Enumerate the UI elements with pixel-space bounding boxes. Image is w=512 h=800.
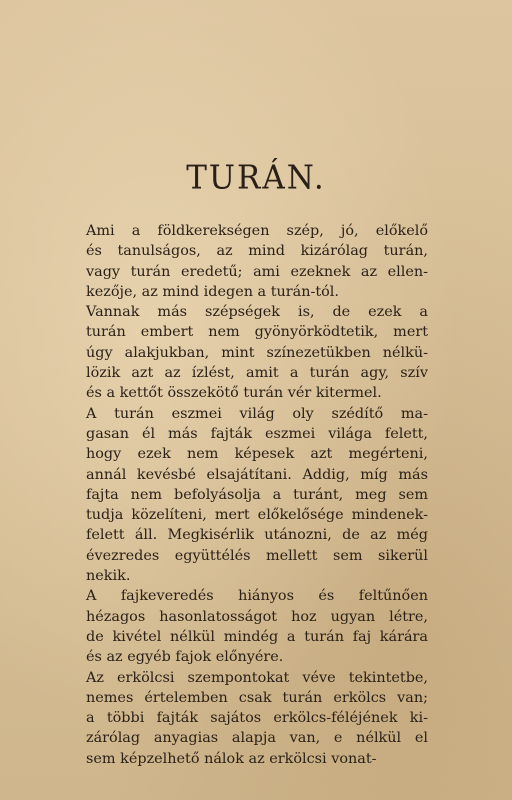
text-line: nekik. <box>86 568 131 585</box>
text-line: kezője, az mind idegen a turán-tól. <box>86 283 339 300</box>
text-line: hogy ezek nem képesek azt megérteni, <box>86 446 428 463</box>
text-line: Az erkölcsi szempontokat véve tekintetbe, <box>86 669 428 686</box>
text-line: Ami a földkerekségen szép, jó, előkelő <box>86 223 428 239</box>
body-text <box>68 221 428 769</box>
text-line: és az egyéb fajok előnyére. <box>86 649 284 666</box>
text-line: és tanulságos, az mind kizárólag turán, <box>86 243 428 260</box>
paragraph-5 <box>68 668 428 769</box>
paragraph-3 <box>68 404 428 587</box>
text-line: a többi fajták sajátos erkölcs-féléjének ki- <box>86 710 428 727</box>
text-line: zárólag anyagias alapja van, e nélkül el <box>86 730 428 747</box>
text-line: fajta nem befolyásolja a turánt, meg sem <box>86 486 428 503</box>
text-line: turán embert nem gyönyörködtetik, mert <box>86 324 428 341</box>
page-title: TURÁN. <box>186 159 326 197</box>
text-line: és a kettőt összekötő turán vér kitermel. <box>86 385 382 402</box>
text-line: gasan él más fajták eszmei világa felett, <box>86 425 428 442</box>
text-line: A fajkeveredés hiányos és feltűnően <box>86 588 428 605</box>
paragraph-1 <box>68 221 428 302</box>
text-line: sem képzelhető nálok az erkölcsi vonat- <box>86 750 377 767</box>
text-line: úgy alakjukban, mint színezetükben nélkü- <box>86 344 428 361</box>
paragraph-4 <box>68 586 428 667</box>
text-line: felett áll. Megkisérlik utánozni, de az még <box>86 527 428 544</box>
paragraph-2 <box>68 302 428 403</box>
text-line: Vannak más szépségek is, de ezek a <box>86 304 428 321</box>
text-line: évezredes együttélés mellett sem sikerül <box>86 547 428 564</box>
text-line: vagy turán eredetű; ami ezeknek az ellen- <box>86 263 428 280</box>
text-line: tudja közelíteni, mert előkelősége mindenek- <box>86 507 428 524</box>
text-line: hézagos hasonlatosságot hoz ugyan létre, <box>86 608 428 625</box>
text-line: annál kevésbé elsajátítani. Addig, míg más <box>86 466 428 483</box>
text-line: lözik azt az ízlést, amit a turán agy, szív <box>86 365 428 382</box>
text-line: de kivétel nélkül mindég a turán faj kárára <box>86 628 428 645</box>
text-line: nemes értelemben csak turán erkölcs van; <box>86 689 428 706</box>
text-line: A turán eszmei világ oly szédítő ma- <box>86 405 428 422</box>
